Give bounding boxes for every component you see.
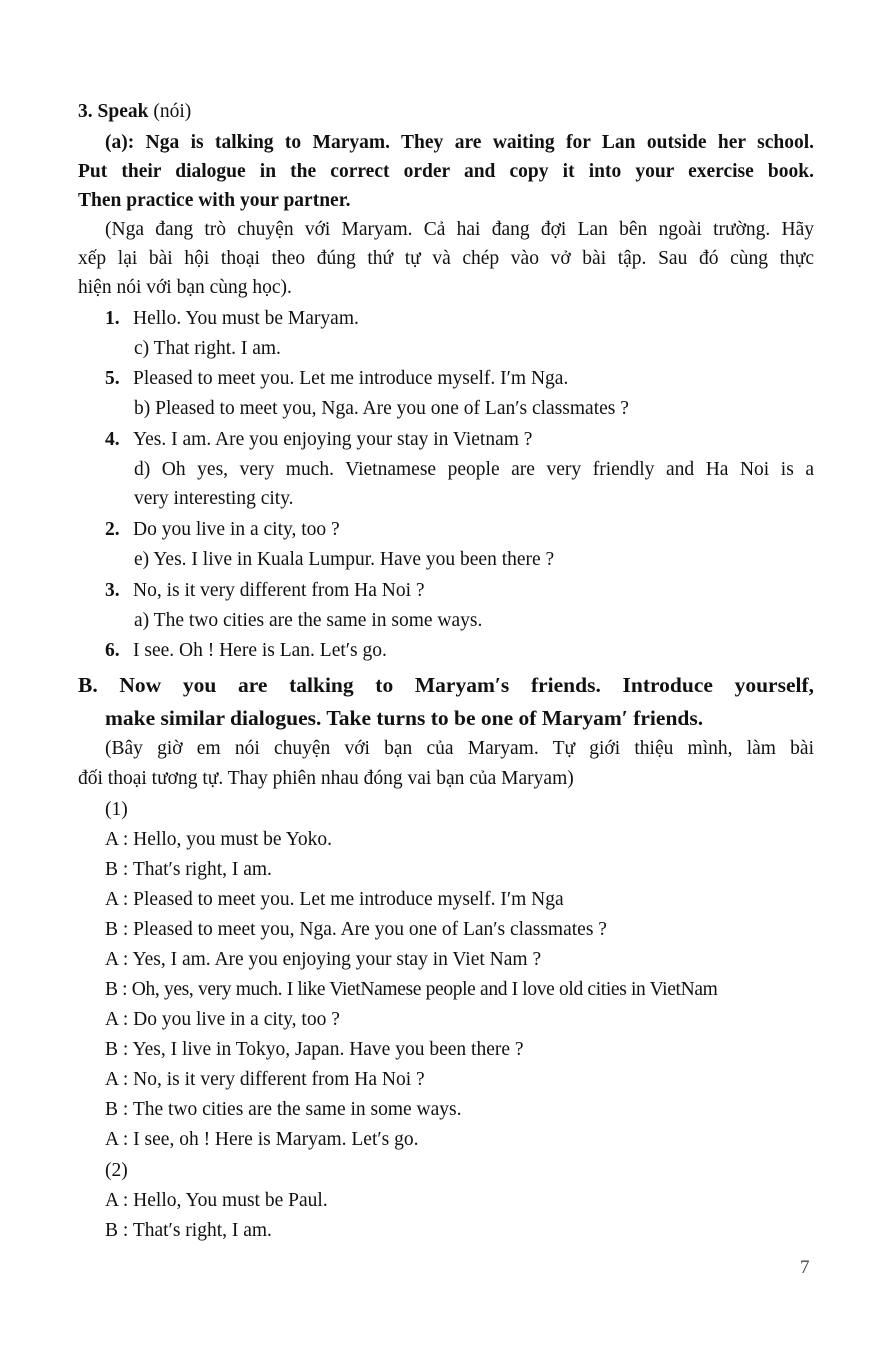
dialogue-b1-line: B : That′s right, I am. xyxy=(105,859,272,880)
task-a-line-1: (a): Nga is talking to Maryam. They are waiting for Lan outside her school. xyxy=(105,132,814,153)
dialogue-b1-label: (1) xyxy=(105,799,128,820)
dialogue-b1-line: B : Pleased to meet you, Nga. Are you one of Lan′s classmates ? xyxy=(105,919,607,940)
section-title: 3. Speak xyxy=(78,101,149,122)
dialogue-a-item xyxy=(105,366,568,392)
item-number: 6. xyxy=(105,640,120,661)
translation-a-line-1: (Nga đang trò chuyện với Maryam. Cả hai đang đợi Lan bên ngoài trường. Hãy xyxy=(105,219,814,240)
translation-b-line-2: đối thoại tương tự. Thay phiên nhau đóng vai bạn của Maryam) xyxy=(78,768,574,789)
item-text: Pleased to meet you. Let me introduce myself. I′m Nga. xyxy=(133,368,569,389)
dialogue-b1-line: B : Yes, I live in Tokyo, Japan. Have you been there ? xyxy=(105,1039,524,1060)
dialogue-a-reply-cont: very interesting city. xyxy=(134,488,294,509)
section-heading xyxy=(78,99,191,125)
dialogue-a-reply: a) The two cities are the same in some ways. xyxy=(134,610,483,631)
item-number: 5. xyxy=(105,368,120,389)
item-number: 1. xyxy=(105,308,120,329)
dialogue-b1-line: B : Oh, yes, very much. I like VietNamese people and I love old cities in VietNam xyxy=(105,979,718,1000)
task-a-line-2: Put their dialogue in the correct order and copy it into your exercise book. xyxy=(78,161,814,182)
translation-a-line-2: xếp lại bài hội thoại theo đúng thứ tự và chép vào vở bài tập. Sau đó cùng thực xyxy=(78,248,814,269)
dialogue-b1-line: B : The two cities are the same in some ways. xyxy=(105,1099,462,1120)
item-text: Yes. I am. Are you enjoying your stay in Vietnam ? xyxy=(133,429,533,450)
dialogue-a-item xyxy=(105,578,425,604)
dialogue-b1-line: A : No, is it very different from Ha Noi ? xyxy=(105,1069,425,1090)
page-number: 7 xyxy=(800,1257,810,1278)
dialogue-b1-line: A : I see, oh ! Here is Maryam. Let′s go. xyxy=(105,1129,419,1150)
item-text: Do you live in a city, too ? xyxy=(133,519,340,540)
dialogue-b1-line: A : Pleased to meet you. Let me introduce myself. I′m Nga xyxy=(105,889,564,910)
dialogue-b1-line: A : Hello, you must be Yoko. xyxy=(105,829,332,850)
item-number: 4. xyxy=(105,429,120,450)
dialogue-a-reply: d) Oh yes, very much. Vietnamese people are very friendly and Ha Noi is a xyxy=(134,459,814,480)
dialogue-a-item xyxy=(105,517,340,543)
dialogue-a-item xyxy=(105,306,359,332)
dialogue-a-item xyxy=(105,638,387,664)
task-b-line-2: make similar dialogues. Take turns to be one of Maryam′ friends. xyxy=(105,706,704,730)
section-note: (nói) xyxy=(153,101,192,122)
task-b-line-1: B. Now you are talking to Maryam′s friends. Introduce yourself, xyxy=(78,673,814,697)
item-text: Hello. You must be Maryam. xyxy=(133,308,359,329)
dialogue-b2-line: A : Hello, You must be Paul. xyxy=(105,1190,328,1211)
dialogue-b2-label: (2) xyxy=(105,1160,128,1181)
translation-a-line-3: hiện nói với bạn cùng học). xyxy=(78,277,292,298)
dialogue-a-reply: b) Pleased to meet you, Nga. Are you one of Lan′s classmates ? xyxy=(134,398,629,419)
dialogue-b2-line: B : That′s right, I am. xyxy=(105,1220,272,1241)
dialogue-b1-line: A : Do you live in a city, too ? xyxy=(105,1009,340,1030)
dialogue-a-reply: e) Yes. I live in Kuala Lumpur. Have you been there ? xyxy=(134,549,555,570)
task-a-line-3: Then practice with your partner. xyxy=(78,190,351,211)
dialogue-a-reply: c) That right. I am. xyxy=(134,338,281,359)
translation-b-line-1: (Bây giờ em nói chuyện với bạn của Maryam. Tự giới thiệu mình, làm bài xyxy=(105,738,814,759)
item-number: 2. xyxy=(105,519,120,540)
dialogue-a-item xyxy=(105,427,532,453)
item-text: I see. Oh ! Here is Lan. Let′s go. xyxy=(133,640,387,661)
item-number: 3. xyxy=(105,580,120,601)
item-text: No, is it very different from Ha Noi ? xyxy=(133,580,425,601)
dialogue-b1-line: A : Yes, I am. Are you enjoying your stay in Viet Nam ? xyxy=(105,949,542,970)
